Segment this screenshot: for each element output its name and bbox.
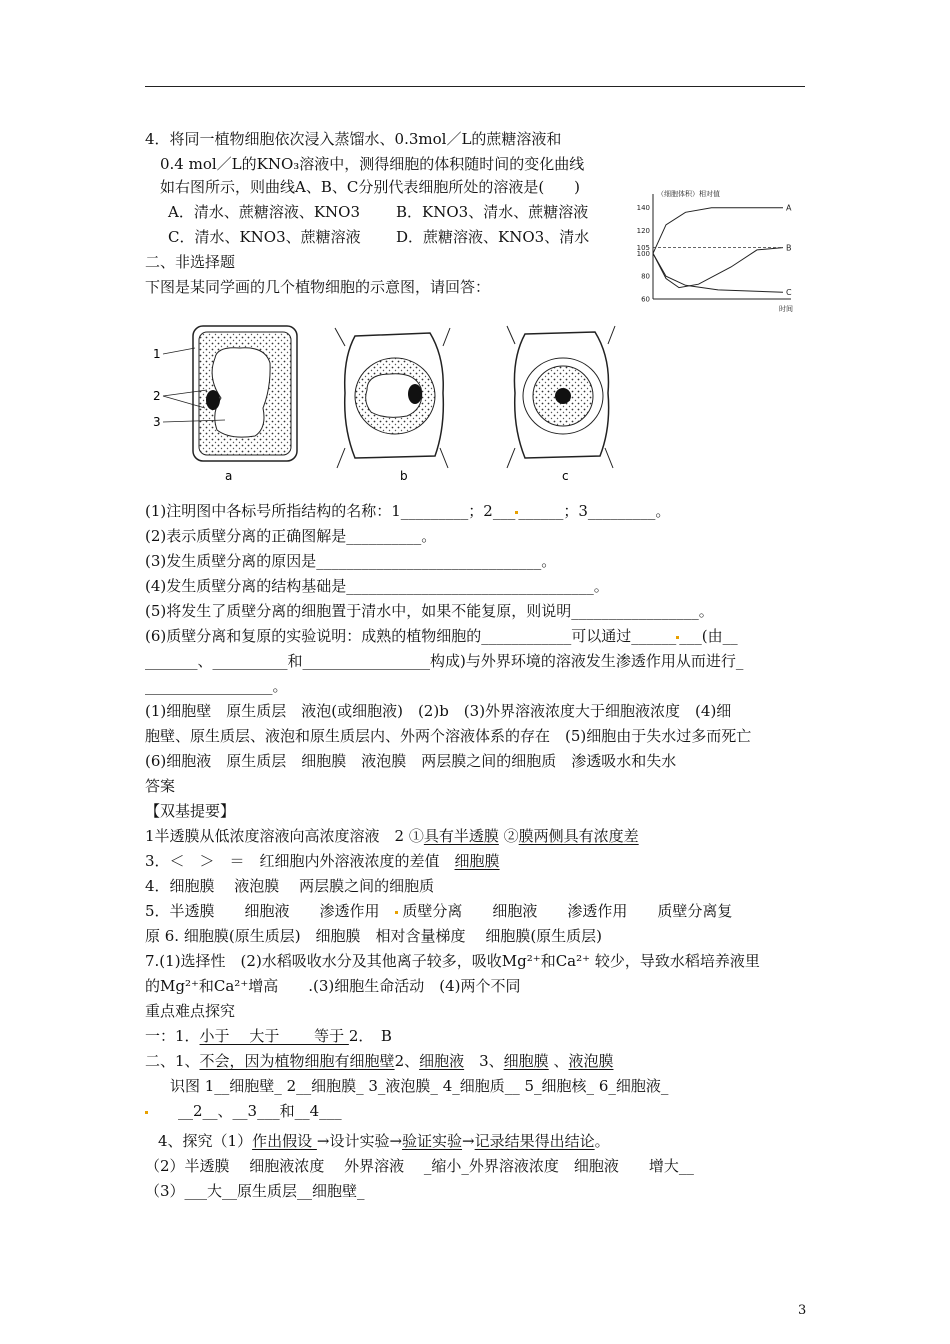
section-intro: 下图是某同学画的几个植物细胞的示意图，请回答： [145,278,491,296]
chart-ytick-label: 120 [636,227,650,236]
question-6: (6)质壁分离和复原的实验说明：成熟的植物细胞的____________可以通过______ ___(由__ [145,627,738,645]
basics-line-1: 1半透膜从低浓度溶液向高浓度溶液 2 ①具有半透膜 ②膜两侧具有浓度差 [145,827,639,845]
q4-option-b: B．KNO3、清水、蔗糖溶液 [396,203,589,221]
basics-line-4: 5．半透膜 细胞液 渗透作用 质壁分离 细胞液 渗透作用 质壁分离复 [145,902,733,920]
question-4: (4)发生质壁分离的结构基础是_________________________________。 [145,577,609,595]
question-5: (5)将发生了质壁分离的细胞置于清水中，如果不能复原，则说明_________________。 [145,602,714,620]
chart-title: （细胞体积）相对值 [657,190,720,198]
chart-xlabel: 时间 [779,305,793,313]
basics-line-3: 4．细胞膜 液泡膜 两层膜之间的细胞质 [145,877,435,895]
nucleus-b [408,384,422,404]
nucleus-a [206,390,220,410]
basics-heading: 【双基提要】 [145,802,236,820]
figure-label-1: 1 [153,347,161,361]
question-6-end: _________________。 [145,677,288,695]
question-3: (3)发生质壁分离的原因是______________________________。 [145,552,557,570]
section-heading: 二、非选择题 [145,253,236,271]
q4-option-a: A．清水、蔗糖溶液、KNO3 [168,203,361,221]
key-line-7: （3）___大__原生质层__细胞壁_ [145,1182,365,1200]
page-number: 3 [798,1303,807,1318]
chart-ytick-label: 100 [636,249,650,258]
chart-ytick-label: 60 [641,295,650,304]
basics-line-5: 原 6. 细胞膜(原生质层) 细胞膜 相对含量梯度 细胞膜(原生质层) [145,927,603,945]
key-line-5: 4、探究（1）作出假设 →设计实验→验证实验→记录结果得出结论。 [158,1132,610,1150]
q4-line3: 如右图所示，则曲线A、B、C分别代表细胞所处的溶液是( ) [160,178,581,196]
key-line-6: （2）半透膜 细胞液浓度 外界溶液 _缩小_外界溶液浓度 细胞液 增大__ [145,1157,694,1175]
caption-b: b [400,469,408,483]
chart-series-label-B: B [786,243,792,253]
basics-line-2: 3．＜ ＞ ＝ 红细胞内外溶液浓度的差值 细胞膜 [145,852,500,870]
chart-series-A [653,208,783,254]
q4-option-c: C．清水、KNO3、蔗糖溶液 [168,228,361,246]
key-heading: 重点难点探究 [145,1002,236,1020]
q4-line2: 0.4 mol／L的KNO₃溶液中，测得细胞的体积随时间的变化曲线 [160,155,585,173]
key-line-1: 一：1．小于 大于 等于 2． B [145,1027,392,1045]
basics-line-7: 的Mg²⁺和Ca²⁺增高 .(3)细胞生命活动 (4)两个不同 [145,977,521,995]
q4-option-d: D．蔗糖溶液、KNO3、清水 [396,228,590,246]
chart-series-label-C: C [786,288,792,298]
answer-line-1: (1)细胞壁 原生质层 液泡(或细胞液) (2)b (3)外界溶液浓度大于细胞液浓度 (4)细 [145,702,732,720]
cell-a [193,326,297,461]
nucleus-c [555,388,571,404]
chart-series-B [653,248,783,288]
chart-series-C [653,253,783,292]
plant-cells-figure [145,318,625,488]
question-6-cont: _______、__________和_________________构成)与外界环境的溶液发生渗透作用从而进行_ [145,652,744,670]
caption-a: a [225,469,233,483]
chart-series-label-A: A [786,203,792,213]
cell-b [335,328,450,468]
header-rule [145,86,805,87]
question-1: (1)注明图中各标号所指结构的名称：1_________；2___ ______；3_________。 [145,502,671,520]
answer-label: 答案 [145,777,176,795]
basics-line-6: 7.(1)选择性 (2)水稻吸收水分及其他离子较多，吸收Mg²⁺和Ca²⁺ 较少，导致水稻培养液里 [145,952,760,970]
figure-label-2: 2 [153,389,161,403]
chart-ytick-label: 80 [641,272,650,281]
answer-line-2: 胞壁、原生质层、液泡和原生质层内、外两个溶液体系的存在 (5)细胞由于失水过多而死亡 [145,727,752,745]
question-2: (2)表示质壁分离的正确图解是__________。 [145,527,437,545]
chart-ytick-label: 105 [636,244,650,253]
cell-c [507,326,615,468]
q4-line1: 4．将同一植物细胞依次浸入蒸馏水、0.3mol／L的蔗糖溶液和 [145,130,562,148]
chart-ytick-label: 140 [636,204,650,213]
caption-c: c [562,469,569,483]
figure-label-3: 3 [153,415,161,429]
answer-line-3: (6)细胞液 原生质层 细胞膜 液泡膜 两层膜之间的细胞质 渗透吸水和失水 [145,752,677,770]
key-line-4: __2__、__3___和__4___ [145,1100,342,1122]
key-line-2: 二、1、不会，因为植物细胞有细胞壁2、细胞液 3、细胞膜 、液泡膜 [145,1052,614,1070]
cell-volume-chart [625,184,805,314]
key-line-3: 识图 1__细胞壁_ 2__细胞膜_ 3_液泡膜_ 4_细胞质__ 5_细胞核_ 6_细胞液_ [170,1077,669,1095]
